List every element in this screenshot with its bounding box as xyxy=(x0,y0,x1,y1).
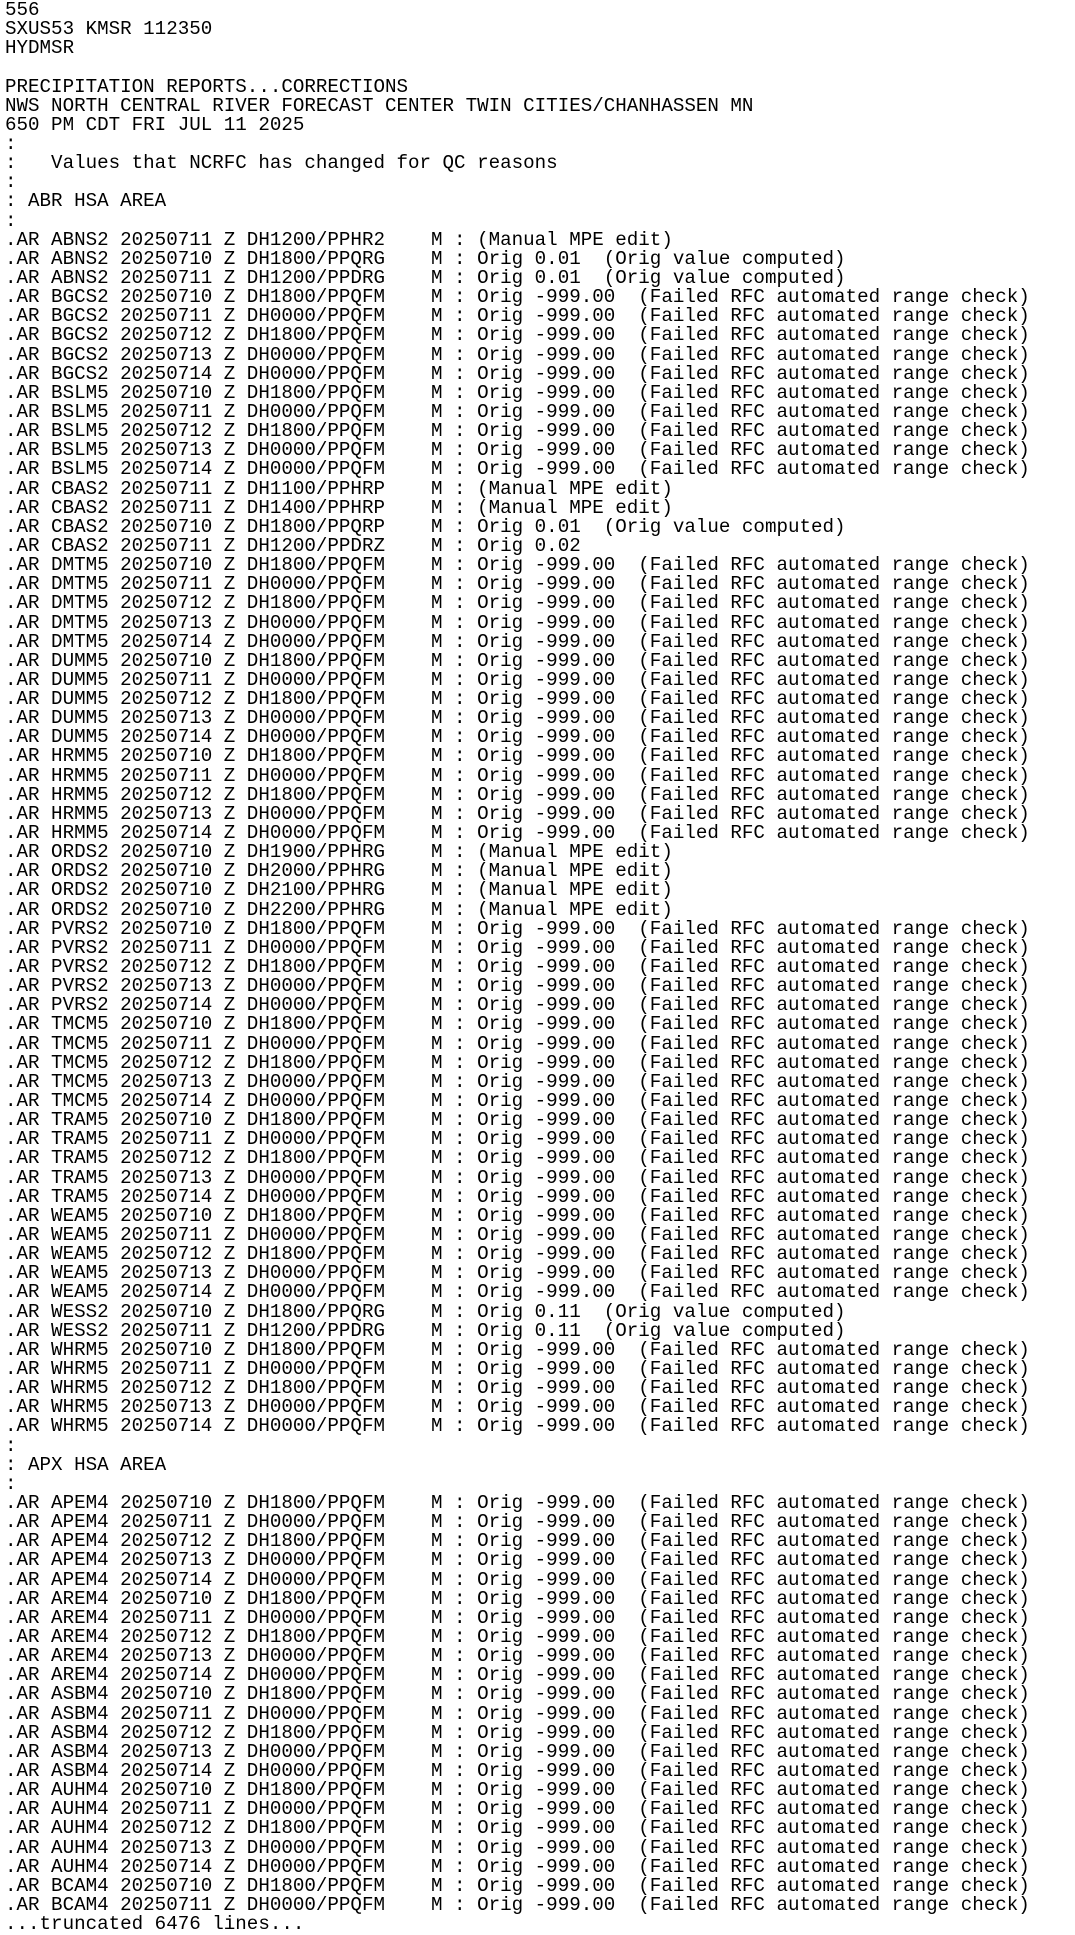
report-row: .AR AUHM4 20250710 Z DH1800/PPQFM M : Orig -999.00 (Failed RFC automated range check) xyxy=(5,1779,1030,1802)
report-row: .AR WEAM5 20250713 Z DH0000/PPQFM M : Orig -999.00 (Failed RFC automated range check) xyxy=(5,1262,1030,1285)
report-row: .AR BSLM5 20250714 Z DH0000/PPQFM M : Orig -999.00 (Failed RFC automated range check) xyxy=(5,458,1030,481)
report-row: .AR DUMM5 20250713 Z DH0000/PPQFM M : Orig -999.00 (Failed RFC automated range check) xyxy=(5,707,1030,730)
text-line: : xyxy=(5,132,17,155)
report-row: .AR DMTM5 20250710 Z DH1800/PPQFM M : Orig -999.00 (Failed RFC automated range check) xyxy=(5,554,1030,577)
report-row: .AR DMTM5 20250711 Z DH0000/PPQFM M : Orig -999.00 (Failed RFC automated range check) xyxy=(5,573,1030,596)
report-row: .AR HRMM5 20250711 Z DH0000/PPQFM M : Orig -999.00 (Failed RFC automated range check) xyxy=(5,764,1030,787)
text-line: : xyxy=(5,209,17,232)
report-row: .AR BCAM4 20250711 Z DH0000/PPQFM M : Orig -999.00 (Failed RFC automated range check) xyxy=(5,1893,1030,1916)
report-row: .AR BGCS2 20250712 Z DH1800/PPQFM M : Orig -999.00 (Failed RFC automated range check) xyxy=(5,324,1030,347)
report-row: .AR ABNS2 20250710 Z DH1800/PPQRG M : Orig 0.01 (Orig value computed) xyxy=(5,247,846,270)
report-row: .AR DUMM5 20250712 Z DH1800/PPQFM M : Orig -999.00 (Failed RFC automated range check) xyxy=(5,688,1030,711)
report-row: .AR WESS2 20250711 Z DH1200/PPDRG M : Orig 0.11 (Orig value computed) xyxy=(5,1319,846,1342)
report-row: .AR CBAS2 20250711 Z DH1200/PPDRZ M : Orig 0.02 xyxy=(5,534,581,557)
report-row: .AR BSLM5 20250713 Z DH0000/PPQFM M : Orig -999.00 (Failed RFC automated range check) xyxy=(5,439,1030,462)
report-row: .AR BGCS2 20250710 Z DH1800/PPQFM M : Orig -999.00 (Failed RFC automated range check) xyxy=(5,286,1030,309)
report-row: .AR BCAM4 20250710 Z DH1800/PPQFM M : Orig -999.00 (Failed RFC automated range check) xyxy=(5,1874,1030,1897)
report-row: .AR PVRS2 20250711 Z DH0000/PPQFM M : Orig -999.00 (Failed RFC automated range check) xyxy=(5,936,1030,959)
report-row: .AR ABNS2 20250711 Z DH1200/PPDRG M : Orig 0.01 (Orig value computed) xyxy=(5,266,846,289)
report-row: .AR AUHM4 20250711 Z DH0000/PPQFM M : Orig -999.00 (Failed RFC automated range check) xyxy=(5,1798,1030,1821)
report-row: .AR TMCM5 20250712 Z DH1800/PPQFM M : Orig -999.00 (Failed RFC automated range check) xyxy=(5,1051,1030,1074)
report-row: .AR APEM4 20250714 Z DH0000/PPQFM M : Orig -999.00 (Failed RFC automated range check) xyxy=(5,1568,1030,1591)
report-row: .AR APEM4 20250713 Z DH0000/PPQFM M : Orig -999.00 (Failed RFC automated range check) xyxy=(5,1549,1030,1572)
report-row: .AR AUHM4 20250713 Z DH0000/PPQFM M : Orig -999.00 (Failed RFC automated range check) xyxy=(5,1836,1030,1859)
report-row: .AR WEAM5 20250714 Z DH0000/PPQFM M : Orig -999.00 (Failed RFC automated range check) xyxy=(5,1281,1030,1304)
report-row: .AR PVRS2 20250714 Z DH0000/PPQFM M : Orig -999.00 (Failed RFC automated range check) xyxy=(5,994,1030,1017)
report-row: .AR BGCS2 20250714 Z DH0000/PPQFM M : Orig -999.00 (Failed RFC automated range check) xyxy=(5,362,1030,385)
report-row: .AR DMTM5 20250712 Z DH1800/PPQFM M : Orig -999.00 (Failed RFC automated range check) xyxy=(5,592,1030,615)
section-heading: : APX HSA AREA xyxy=(5,1453,167,1476)
report-row: .AR PVRS2 20250712 Z DH1800/PPQFM M : Orig -999.00 (Failed RFC automated range check) xyxy=(5,956,1030,979)
report-row: .AR CBAS2 20250710 Z DH1800/PPQRP M : Orig 0.01 (Orig value computed) xyxy=(5,515,846,538)
report-row: .AR TRAM5 20250710 Z DH1800/PPQFM M : Orig -999.00 (Failed RFC automated range check) xyxy=(5,1109,1030,1132)
report-row: .AR APEM4 20250711 Z DH0000/PPQFM M : Orig -999.00 (Failed RFC automated range check) xyxy=(5,1511,1030,1534)
report-row: .AR ORDS2 20250710 Z DH2200/PPHRG M : (Manual MPE edit) xyxy=(5,898,673,921)
report-row: .AR ORDS2 20250710 Z DH1900/PPHRG M : (Manual MPE edit) xyxy=(5,841,673,864)
report-row: .AR TMCM5 20250714 Z DH0000/PPQFM M : Orig -999.00 (Failed RFC automated range check) xyxy=(5,1090,1030,1113)
report-row: .AR TRAM5 20250712 Z DH1800/PPQFM M : Orig -999.00 (Failed RFC automated range check) xyxy=(5,1147,1030,1170)
text-line: 650 PM CDT FRI JUL 11 2025 xyxy=(5,113,305,136)
report-row: .AR BSLM5 20250710 Z DH1800/PPQFM M : Orig -999.00 (Failed RFC automated range check) xyxy=(5,381,1030,404)
report-row: .AR DUMM5 20250714 Z DH0000/PPQFM M : Orig -999.00 (Failed RFC automated range check) xyxy=(5,726,1030,749)
report-row: .AR WEAM5 20250711 Z DH0000/PPQFM M : Orig -999.00 (Failed RFC automated range check) xyxy=(5,1224,1030,1246)
text-line: PRECIPITATION REPORTS...CORRECTIONS xyxy=(5,75,409,98)
report-row: .AR ASBM4 20250712 Z DH1800/PPQFM M : Orig -999.00 (Failed RFC automated range check) xyxy=(5,1721,1030,1744)
report-row: .AR BSLM5 20250712 Z DH1800/PPQFM M : Orig -999.00 (Failed RFC automated range check) xyxy=(5,420,1030,443)
report-row: .AR AREM4 20250712 Z DH1800/PPQFM M : Orig -999.00 (Failed RFC automated range check) xyxy=(5,1625,1030,1648)
report-row: .AR TRAM5 20250713 Z DH0000/PPQFM M : Orig -999.00 (Failed RFC automated range check) xyxy=(5,1166,1030,1189)
section-heading: : ABR HSA AREA xyxy=(5,190,167,213)
text-line: SXUS53 KMSR 112350 xyxy=(5,18,213,41)
report-row: .AR HRMM5 20250713 Z DH0000/PPQFM M : Orig -999.00 (Failed RFC automated range check) xyxy=(5,802,1030,825)
report-row: .AR TRAM5 20250714 Z DH0000/PPQFM M : Orig -999.00 (Failed RFC automated range check) xyxy=(5,1185,1030,1208)
report-row: .AR TMCM5 20250710 Z DH1800/PPQFM M : Orig -999.00 (Failed RFC automated range check) xyxy=(5,1013,1030,1036)
report-row: .AR AREM4 20250710 Z DH1800/PPQFM M : Orig -999.00 (Failed RFC automated range check) xyxy=(5,1587,1030,1610)
text-line: : xyxy=(5,1472,17,1495)
report-row: .AR DUMM5 20250710 Z DH1800/PPQFM M : Orig -999.00 (Failed RFC automated range check) xyxy=(5,649,1030,672)
report-row: .AR APEM4 20250710 Z DH1800/PPQFM M : Orig -999.00 (Failed RFC automated range check) xyxy=(5,1491,1030,1514)
report-row: .AR DUMM5 20250711 Z DH0000/PPQFM M : Orig -999.00 (Failed RFC automated range check) xyxy=(5,668,1030,691)
text-line xyxy=(5,58,1075,77)
truncation-notice: ...truncated 6476 lines... xyxy=(5,1913,305,1935)
text-line: 556 xyxy=(5,0,40,21)
report-row: .AR WHRM5 20250712 Z DH1800/PPQFM M : Orig -999.00 (Failed RFC automated range check) xyxy=(5,1377,1030,1400)
report-row: .AR ABNS2 20250711 Z DH1200/PPHR2 M : (Manual MPE edit) xyxy=(5,228,673,251)
report-row: .AR ASBM4 20250713 Z DH0000/PPQFM M : Orig -999.00 (Failed RFC automated range check) xyxy=(5,1740,1030,1763)
text-line: : xyxy=(5,1434,17,1457)
report-row: .AR BGCS2 20250711 Z DH0000/PPQFM M : Orig -999.00 (Failed RFC automated range check) xyxy=(5,305,1030,328)
report-row: .AR ORDS2 20250710 Z DH2000/PPHRG M : (Manual MPE edit) xyxy=(5,860,673,883)
text-line: NWS NORTH CENTRAL RIVER FORECAST CENTER TWIN CITIES/CHANHASSEN MN xyxy=(5,94,754,117)
report-row: .AR WHRM5 20250714 Z DH0000/PPQFM M : Orig -999.00 (Failed RFC automated range check) xyxy=(5,1415,1030,1438)
text-line: : Values that NCRFC has changed for QC reasons xyxy=(5,152,558,175)
report-row: .AR AREM4 20250713 Z DH0000/PPQFM M : Orig -999.00 (Failed RFC automated range check) xyxy=(5,1645,1030,1668)
report-row: .AR PVRS2 20250710 Z DH1800/PPQFM M : Orig -999.00 (Failed RFC automated range check) xyxy=(5,917,1030,940)
report-row: .AR ASBM4 20250711 Z DH0000/PPQFM M : Orig -999.00 (Failed RFC automated range check) xyxy=(5,1702,1030,1725)
report-row: .AR BSLM5 20250711 Z DH0000/PPQFM M : Orig -999.00 (Failed RFC automated range check) xyxy=(5,400,1030,423)
report-row: .AR HRMM5 20250714 Z DH0000/PPQFM M : Orig -999.00 (Failed RFC automated range check) xyxy=(5,822,1030,845)
report-row: .AR WESS2 20250710 Z DH1800/PPQRG M : Orig 0.11 (Orig value computed) xyxy=(5,1300,846,1323)
text-line: HYDMSR xyxy=(5,37,75,60)
report-row: .AR DMTM5 20250714 Z DH0000/PPQFM M : Orig -999.00 (Failed RFC automated range check) xyxy=(5,630,1030,653)
report-row: .AR TMCM5 20250713 Z DH0000/PPQFM M : Orig -999.00 (Failed RFC automated range check) xyxy=(5,1070,1030,1093)
report-row: .AR TMCM5 20250711 Z DH0000/PPQFM M : Orig -999.00 (Failed RFC automated range check) xyxy=(5,1032,1030,1055)
report-row: .AR AREM4 20250714 Z DH0000/PPQFM M : Orig -999.00 (Failed RFC automated range check) xyxy=(5,1664,1030,1687)
report-row: .AR WEAM5 20250710 Z DH1800/PPQFM M : Orig -999.00 (Failed RFC automated range check) xyxy=(5,1204,1030,1227)
report-row: .AR BGCS2 20250713 Z DH0000/PPQFM M : Orig -999.00 (Failed RFC automated range check) xyxy=(5,343,1030,366)
report-row: .AR AREM4 20250711 Z DH0000/PPQFM M : Orig -999.00 (Failed RFC automated range check) xyxy=(5,1606,1030,1629)
report-row: .AR WEAM5 20250712 Z DH1800/PPQFM M : Orig -999.00 (Failed RFC automated range check) xyxy=(5,1243,1030,1266)
report-row: .AR CBAS2 20250711 Z DH1400/PPHRP M : (Manual MPE edit) xyxy=(5,496,673,519)
text-line: : xyxy=(5,171,17,194)
report-row: .AR WHRM5 20250711 Z DH0000/PPQFM M : Orig -999.00 (Failed RFC automated range check) xyxy=(5,1357,1030,1380)
report-row: .AR TRAM5 20250711 Z DH0000/PPQFM M : Orig -999.00 (Failed RFC automated range check) xyxy=(5,1128,1030,1151)
report-row: .AR HRMM5 20250710 Z DH1800/PPQFM M : Orig -999.00 (Failed RFC automated range check) xyxy=(5,745,1030,768)
report-row: .AR ASBM4 20250710 Z DH1800/PPQFM M : Orig -999.00 (Failed RFC automated range check) xyxy=(5,1683,1030,1706)
report-row: .AR CBAS2 20250711 Z DH1100/PPHRP M : (Manual MPE edit) xyxy=(5,477,673,500)
report-row: .AR PVRS2 20250713 Z DH0000/PPQFM M : Orig -999.00 (Failed RFC automated range check) xyxy=(5,975,1030,998)
report-row: .AR ASBM4 20250714 Z DH0000/PPQFM M : Orig -999.00 (Failed RFC automated range check) xyxy=(5,1759,1030,1782)
report-row: .AR WHRM5 20250710 Z DH1800/PPQFM M : Orig -999.00 (Failed RFC automated range check) xyxy=(5,1338,1030,1361)
report-row: .AR AUHM4 20250712 Z DH1800/PPQFM M : Orig -999.00 (Failed RFC automated range check) xyxy=(5,1817,1030,1840)
report-row: .AR HRMM5 20250712 Z DH1800/PPQFM M : Orig -999.00 (Failed RFC automated range check) xyxy=(5,783,1030,806)
report-row: .AR ORDS2 20250710 Z DH2100/PPHRG M : (Manual MPE edit) xyxy=(5,879,673,902)
report-row: .AR AUHM4 20250714 Z DH0000/PPQFM M : Orig -999.00 (Failed RFC automated range check) xyxy=(5,1855,1030,1878)
report-row: .AR DMTM5 20250713 Z DH0000/PPQFM M : Orig -999.00 (Failed RFC automated range check) xyxy=(5,611,1030,634)
report-row: .AR APEM4 20250712 Z DH1800/PPQFM M : Orig -999.00 (Failed RFC automated range check) xyxy=(5,1530,1030,1553)
report-row: .AR WHRM5 20250713 Z DH0000/PPQFM M : Orig -999.00 (Failed RFC automated range check) xyxy=(5,1396,1030,1419)
